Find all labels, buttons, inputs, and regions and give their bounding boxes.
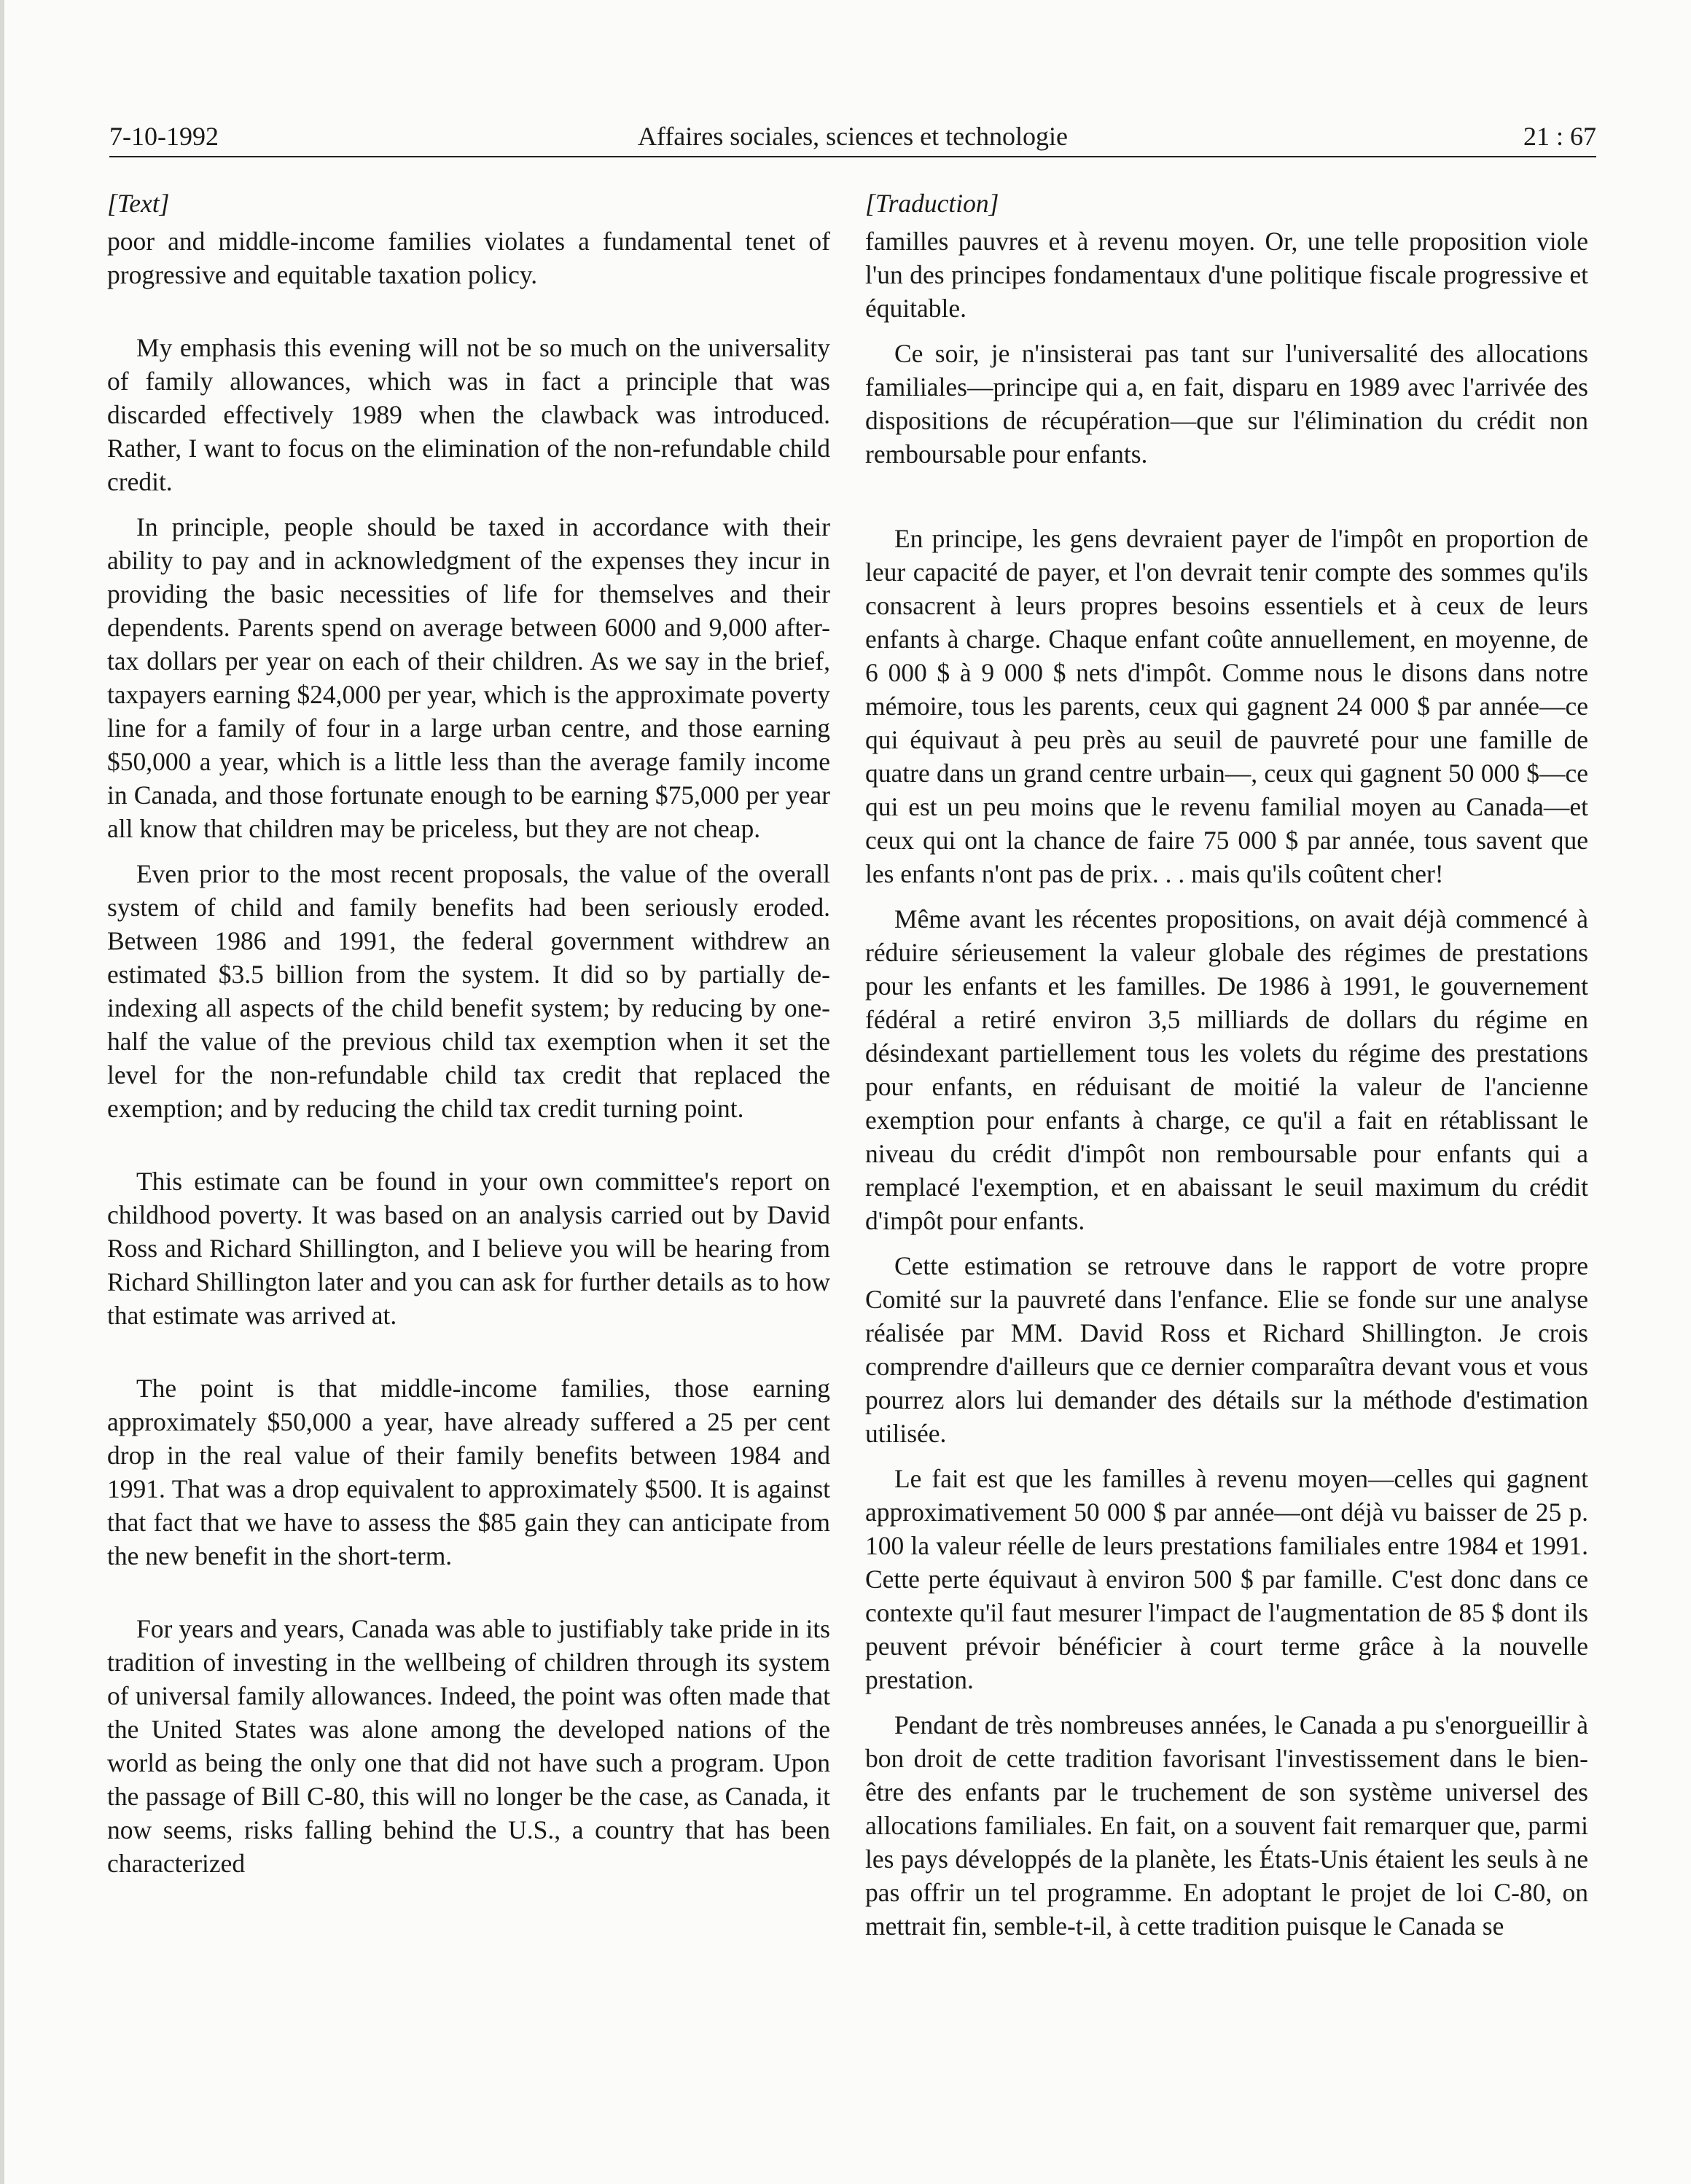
paragraph: Même avant les récentes propositions, on avait déjà commencé à réduire sérieusement la valeur globale des régimes de prestations pour les enfants et les familles. De 1986 à 1991, le gouvernement fédéral a retiré environ 3,5 milliards de dollars du régime en désindexant partiellement tous les volets du régime des prestations pour enfants, en réduisant de moitié la valeur de l'ancienne exemption pour enfants à charge, ce qu'il a fait en rétablissant le niveau du crédit d'impôt non remboursable pour enfants qui a remplacé l'exemption, et en abaissant le seuil maximum du crédit d'impôt pour enfants. (865, 904, 1588, 1235)
paragraph: In principle, people should be taxed in accordance with their ability to pay and in acknowledgment of the expenses they incur in providing the basic necessities of life for themselves and their dependents. Parents spend on average between 6000 and 9,000 after-tax dollars per year on each of their children. As we say in the brief, taxpayers earning $24,000 per year, which is the approximate poverty line for a family of four in a large urban centre, and those earning $50,000 a year, which is a little less than the average family income in Canada, and those fortunate enough to be earning $75,000 per year all know that children may be priceless, but they are not cheap. (107, 512, 830, 843)
paragraph: This estimate can be found in your own committee's report on childhood poverty. It was based on an analysis carried out by David Ross and Richard Shillington, and I believe you will be hearing from Richard Shillington later and you can ask for further details as to how that estimate was arrived at. (107, 1167, 830, 1330)
header-date: 7-10-1992 (109, 122, 219, 151)
paragraph: Even prior to the most recent proposals, the value of the overall system of child and family benefits had been seriously eroded. Between 1986 and 1991, the federal government withdrew an estimated $3.5 billion from the system. It did so by partially de-indexing all aspects of the child benefit system; by reducing by one-half the value of the previous child tax exemption when it set the level for the non-refundable child tax credit that replaced the exemption; and by reducing the child tax credit turning point. (107, 859, 830, 1123)
paragraph: My emphasis this evening will not be so much on the universality of family allowances, which was in fact a principle that was discarded effectively 1989 when the clawback was introduced. Rather, I want to focus on the elimination of the non-refundable child credit. (107, 333, 830, 496)
header-title: Affaires sociales, sciences et technologie (637, 122, 1069, 151)
paragraph: familles pauvres et à revenu moyen. Or, une telle proposition viole l'un des principes fondamentaux d'une politique fiscale progressive et équitable. (865, 227, 1588, 323)
header-page-number: 21 : 67 (1523, 122, 1596, 151)
page-edge (0, 0, 4, 2184)
paragraph: Cette estimation se retrouve dans le rapport de votre propre Comité sur la pauvreté dans l'enfance. Elie se fonde sur une analyse réalisée par MM. David Ross et Richard Shillington. Je crois comprendre d'ailleurs que ce dernier comparaîtra devant vous et vous pourrez alors lui demander des détails sur la méthode d'estimation utilisée. (865, 1251, 1588, 1448)
french-column (865, 187, 1588, 1943)
paragraph: poor and middle-income families violates a fundamental tenet of progressive and equitable taxation policy. (107, 227, 830, 289)
paragraph: For years and years, Canada was able to justifiably take pride in its tradition of investing in the wellbeing of children through its system of universal family allowances. Indeed, the point was often made that the United States was alone among the developed nations of the world as being the only one that did not have such a program. Upon the passage of Bill C-80, this will no longer be the case, as Canada, it now seems, risks falling behind the U.S., a country that has been characterized (107, 1614, 830, 1878)
paragraph: The point is that middle-income families, those earning approximately $50,000 a year, have already suffered a 25 per cent drop in the real value of their family benefits between 1984 and 1991. That was a drop equivalent to approximately $500. It is against that fact that we have to assess the $85 gain they can anticipate from the new benefit in the short-term. (107, 1374, 830, 1570)
column-label-traduction: [Traduction] (865, 189, 999, 218)
paragraph: En principe, les gens devraient payer de l'impôt en proportion de leur capacité de payer, et l'on devrait tenir compte des sommes qu'ils consacrent à leurs propres besoins essentiels et à ceux de leurs enfants à charge. Chaque enfant coûte annuellement, en moyenne, de 6 000 $ à 9 000 $ nets d'impôt. Comme nous le disons dans notre mémoire, tous les parents, ceux qui gagnent 24 000 $ par année—ce qui équivaut à peu près au seuil de pauvreté pour une famille de quatre dans un grand centre urbain—, ceux qui gagnent 50 000 $—ce qui est un peu moins que le revenu familial moyen au Canada—et ceux qui ont la chance de faire 75 000 $ par année, tous savent que les enfants n'ont pas de prix. . . mais qu'ils coûtent cher! (865, 524, 1588, 888)
paragraph: Ce soir, je n'insisterai pas tant sur l'universalité des allocations familiales—principe qui a, en fait, disparu en 1989 avec l'arrivée des dispositions de récupération—que sur l'élimination du crédit non remboursable pour enfants. (865, 339, 1588, 469)
paragraph: Pendant de très nombreuses années, le Canada a pu s'enorgueillir à bon droit de cette tradition favorisant l'investissement dans le bien-être des enfants par le truchement de son système universel des allocations familiales. En fait, on a souvent fait remarquer que, parmi les pays développés de la planète, les États-Unis étaient les seuls à ne pas offrir un tel programme. En adoptant le projet de loi C-80, on mettrait fin, semble-t-il, à cette tradition puisque le Canada se (865, 1710, 1588, 1941)
page-header (109, 117, 1596, 157)
column-label-text: [Text] (107, 189, 170, 218)
paragraph: Le fait est que les familles à revenu moyen—celles qui gagnent approximativement 50 000 $ par année—ont déjà vu baisser de 25 p. 100 la valeur réelle de leurs prestations familiales entre 1984 et 1991. Cette perte équivaut à environ 500 $ par famille. C'est donc dans ce contexte qu'il faut mesurer l'impact de l'augmentation de 85 $ dont ils peuvent prévoir bénéficier à court terme grâce à la nouvelle prestation. (865, 1464, 1588, 1694)
english-column (107, 187, 830, 1880)
